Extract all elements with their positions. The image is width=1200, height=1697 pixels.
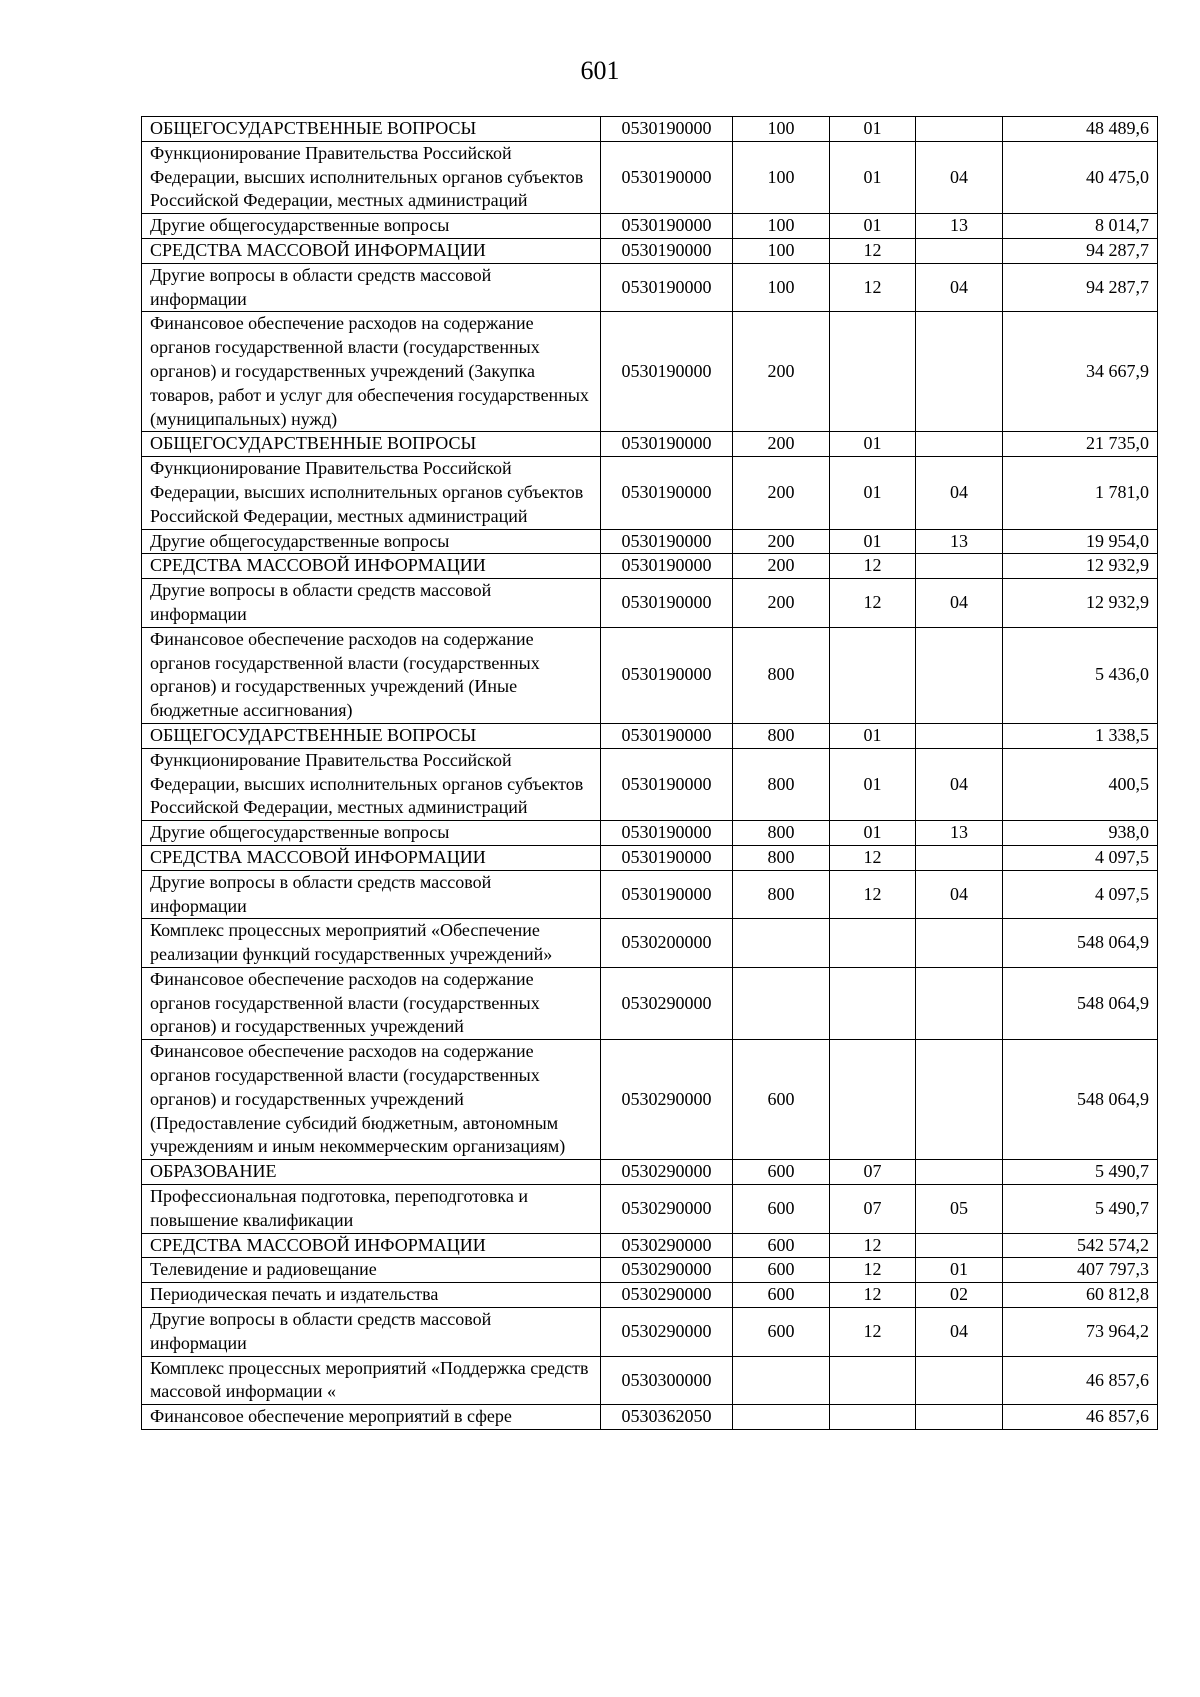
budget-table <box>141 116 1158 1430</box>
table-row <box>142 821 1158 846</box>
subsection-cell <box>916 627 1003 723</box>
target-article-cell: 0530190000 <box>601 141 733 213</box>
target-article-cell: 0530190000 <box>601 845 733 870</box>
subsection-cell <box>916 723 1003 748</box>
subsection-cell: 04 <box>916 748 1003 820</box>
section-cell: 01 <box>830 117 916 142</box>
table-row <box>142 1258 1158 1283</box>
subsection-cell <box>916 1405 1003 1430</box>
expense-type-cell: 200 <box>733 312 830 432</box>
row-name-cell: СРЕДСТВА МАССОВОЙ ИНФОРМАЦИИ <box>142 238 601 263</box>
expense-type-cell: 200 <box>733 529 830 554</box>
table-row <box>142 312 1158 432</box>
amount-cell: 21 735,0 <box>1003 432 1158 457</box>
target-article-cell: 0530290000 <box>601 1308 733 1357</box>
amount-cell: 938,0 <box>1003 821 1158 846</box>
amount-cell: 94 287,7 <box>1003 263 1158 312</box>
row-name-cell: Финансовое обеспечение расходов на содержание органов государственной власти (государственных органов) и государственных учреждений (Иные бюджетные ассигнования) <box>142 627 601 723</box>
amount-cell: 4 097,5 <box>1003 870 1158 919</box>
subsection-cell: 13 <box>916 529 1003 554</box>
target-article-cell: 0530190000 <box>601 312 733 432</box>
section-cell <box>830 1405 916 1430</box>
table-row <box>142 1185 1158 1234</box>
table-row <box>142 263 1158 312</box>
expense-type-cell: 800 <box>733 821 830 846</box>
amount-cell: 5 436,0 <box>1003 627 1158 723</box>
expense-type-cell: 100 <box>733 214 830 239</box>
target-article-cell: 0530190000 <box>601 457 733 529</box>
target-article-cell: 0530290000 <box>601 1160 733 1185</box>
expense-type-cell: 100 <box>733 238 830 263</box>
subsection-cell: 01 <box>916 1258 1003 1283</box>
section-cell <box>830 1040 916 1160</box>
row-name-cell: Другие вопросы в области средств массовой информации <box>142 1308 601 1357</box>
amount-cell: 94 287,7 <box>1003 238 1158 263</box>
subsection-cell: 04 <box>916 870 1003 919</box>
subsection-cell: 05 <box>916 1185 1003 1234</box>
row-name-cell: Финансовое обеспечение расходов на содержание органов государственной власти (государственных органов) и государственных учреждений <box>142 967 601 1039</box>
amount-cell: 48 489,6 <box>1003 117 1158 142</box>
expense-type-cell: 800 <box>733 748 830 820</box>
table-row <box>142 1233 1158 1258</box>
target-article-cell: 0530190000 <box>601 432 733 457</box>
amount-cell: 548 064,9 <box>1003 1040 1158 1160</box>
amount-cell: 5 490,7 <box>1003 1185 1158 1234</box>
expense-type-cell: 200 <box>733 432 830 457</box>
row-name-cell: Финансовое обеспечение мероприятий в сфере <box>142 1405 601 1430</box>
target-article-cell: 0530290000 <box>601 1258 733 1283</box>
row-name-cell: Функционирование Правительства Российской Федерации, высших исполнительных органов субъектов Российской Федерации, местных администраций <box>142 748 601 820</box>
section-cell: 01 <box>830 141 916 213</box>
amount-cell: 5 490,7 <box>1003 1160 1158 1185</box>
row-name-cell: Финансовое обеспечение расходов на содержание органов государственной власти (государственных органов) и государственных учреждений (Закупка товаров, работ и услуг для обеспечения государственных (муниципальных) нужд) <box>142 312 601 432</box>
page-number: 601 <box>580 56 620 85</box>
table-row <box>142 748 1158 820</box>
section-cell: 07 <box>830 1160 916 1185</box>
expense-type-cell: 100 <box>733 141 830 213</box>
row-name-cell: СРЕДСТВА МАССОВОЙ ИНФОРМАЦИИ <box>142 554 601 579</box>
amount-cell: 60 812,8 <box>1003 1283 1158 1308</box>
table-row <box>142 627 1158 723</box>
table-row <box>142 845 1158 870</box>
row-name-cell: Функционирование Правительства Российской Федерации, высших исполнительных органов субъектов Российской Федерации, местных администраций <box>142 141 601 213</box>
section-cell <box>830 967 916 1039</box>
expense-type-cell: 800 <box>733 627 830 723</box>
section-cell: 01 <box>830 529 916 554</box>
target-article-cell: 0530200000 <box>601 919 733 968</box>
section-cell: 12 <box>830 1308 916 1357</box>
section-cell <box>830 919 916 968</box>
amount-cell: 73 964,2 <box>1003 1308 1158 1357</box>
section-cell: 12 <box>830 845 916 870</box>
table-row <box>142 238 1158 263</box>
section-cell: 12 <box>830 554 916 579</box>
expense-type-cell: 800 <box>733 723 830 748</box>
expense-type-cell: 100 <box>733 263 830 312</box>
expense-type-cell: 100 <box>733 117 830 142</box>
section-cell: 12 <box>830 579 916 628</box>
expense-type-cell: 600 <box>733 1160 830 1185</box>
target-article-cell: 0530190000 <box>601 238 733 263</box>
section-cell: 01 <box>830 214 916 239</box>
table-row <box>142 432 1158 457</box>
section-cell: 12 <box>830 1283 916 1308</box>
expense-type-cell: 600 <box>733 1283 830 1308</box>
expense-type-cell <box>733 919 830 968</box>
amount-cell: 4 097,5 <box>1003 845 1158 870</box>
expense-type-cell: 600 <box>733 1185 830 1234</box>
table-row <box>142 967 1158 1039</box>
row-name-cell: Другие общегосударственные вопросы <box>142 821 601 846</box>
subsection-cell <box>916 919 1003 968</box>
subsection-cell <box>916 1160 1003 1185</box>
row-name-cell: Другие вопросы в области средств массовой информации <box>142 579 601 628</box>
amount-cell: 1 338,5 <box>1003 723 1158 748</box>
amount-cell: 1 781,0 <box>1003 457 1158 529</box>
table-row <box>142 1308 1158 1357</box>
amount-cell: 8 014,7 <box>1003 214 1158 239</box>
table-row <box>142 214 1158 239</box>
target-article-cell: 0530190000 <box>601 263 733 312</box>
target-article-cell: 0530190000 <box>601 723 733 748</box>
subsection-cell: 04 <box>916 579 1003 628</box>
expense-type-cell <box>733 1405 830 1430</box>
subsection-cell <box>916 1356 1003 1405</box>
expense-type-cell: 600 <box>733 1040 830 1160</box>
table-row <box>142 579 1158 628</box>
amount-cell: 542 574,2 <box>1003 1233 1158 1258</box>
target-article-cell: 0530190000 <box>601 214 733 239</box>
row-name-cell: Другие общегосударственные вопросы <box>142 529 601 554</box>
section-cell: 01 <box>830 457 916 529</box>
section-cell <box>830 312 916 432</box>
amount-cell: 407 797,3 <box>1003 1258 1158 1283</box>
section-cell: 12 <box>830 1233 916 1258</box>
row-name-cell: ОБЩЕГОСУДАРСТВЕННЫЕ ВОПРОСЫ <box>142 723 601 748</box>
subsection-cell <box>916 1233 1003 1258</box>
section-cell <box>830 627 916 723</box>
expense-type-cell: 800 <box>733 870 830 919</box>
subsection-cell: 02 <box>916 1283 1003 1308</box>
row-name-cell: Другие общегосударственные вопросы <box>142 214 601 239</box>
row-name-cell: Профессиональная подготовка, переподготовка и повышение квалификации <box>142 1185 601 1234</box>
amount-cell: 400,5 <box>1003 748 1158 820</box>
target-article-cell: 0530190000 <box>601 529 733 554</box>
table-row <box>142 554 1158 579</box>
subsection-cell <box>916 432 1003 457</box>
target-article-cell: 0530190000 <box>601 554 733 579</box>
row-name-cell: Другие вопросы в области средств массовой информации <box>142 870 601 919</box>
section-cell: 12 <box>830 1258 916 1283</box>
amount-cell: 12 932,9 <box>1003 579 1158 628</box>
subsection-cell: 04 <box>916 457 1003 529</box>
amount-cell: 34 667,9 <box>1003 312 1158 432</box>
target-article-cell: 0530190000 <box>601 870 733 919</box>
row-name-cell: Другие вопросы в области средств массовой информации <box>142 263 601 312</box>
target-article-cell: 0530190000 <box>601 627 733 723</box>
table-row <box>142 919 1158 968</box>
expense-type-cell <box>733 1356 830 1405</box>
row-name-cell: Финансовое обеспечение расходов на содержание органов государственной власти (государственных органов) и государственных учреждений (Предоставление субсидий бюджетным, автономным учреждениям и иным некоммерческим организациям) <box>142 1040 601 1160</box>
target-article-cell: 0530190000 <box>601 579 733 628</box>
expense-type-cell: 600 <box>733 1233 830 1258</box>
amount-cell: 40 475,0 <box>1003 141 1158 213</box>
row-name-cell: Функционирование Правительства Российской Федерации, высших исполнительных органов субъектов Российской Федерации, местных администраций <box>142 457 601 529</box>
subsection-cell: 04 <box>916 263 1003 312</box>
amount-cell: 46 857,6 <box>1003 1405 1158 1430</box>
subsection-cell <box>916 312 1003 432</box>
table-row <box>142 1040 1158 1160</box>
table-row <box>142 870 1158 919</box>
expense-type-cell: 200 <box>733 457 830 529</box>
expense-type-cell: 600 <box>733 1308 830 1357</box>
target-article-cell: 0530190000 <box>601 748 733 820</box>
table-row <box>142 141 1158 213</box>
target-article-cell: 0530290000 <box>601 1040 733 1160</box>
amount-cell: 19 954,0 <box>1003 529 1158 554</box>
section-cell: 01 <box>830 432 916 457</box>
row-name-cell: ОБРАЗОВАНИЕ <box>142 1160 601 1185</box>
target-article-cell: 0530190000 <box>601 821 733 846</box>
subsection-cell <box>916 117 1003 142</box>
amount-cell: 548 064,9 <box>1003 919 1158 968</box>
amount-cell: 46 857,6 <box>1003 1356 1158 1405</box>
subsection-cell <box>916 554 1003 579</box>
expense-type-cell: 800 <box>733 845 830 870</box>
target-article-cell: 0530290000 <box>601 967 733 1039</box>
row-name-cell: ОБЩЕГОСУДАРСТВЕННЫЕ ВОПРОСЫ <box>142 432 601 457</box>
amount-cell: 12 932,9 <box>1003 554 1158 579</box>
section-cell: 12 <box>830 238 916 263</box>
section-cell: 01 <box>830 821 916 846</box>
row-name-cell: Комплекс процессных мероприятий «Поддержка средств массовой информации « <box>142 1356 601 1405</box>
row-name-cell: Комплекс процессных мероприятий «Обеспечение реализации функций государственных учреждений» <box>142 919 601 968</box>
table-row <box>142 117 1158 142</box>
row-name-cell: СРЕДСТВА МАССОВОЙ ИНФОРМАЦИИ <box>142 845 601 870</box>
section-cell: 07 <box>830 1185 916 1234</box>
expense-type-cell: 200 <box>733 554 830 579</box>
table-row <box>142 529 1158 554</box>
table-row <box>142 1356 1158 1405</box>
expense-type-cell <box>733 967 830 1039</box>
section-cell: 12 <box>830 263 916 312</box>
table-row <box>142 1160 1158 1185</box>
subsection-cell: 04 <box>916 141 1003 213</box>
expense-type-cell: 600 <box>733 1258 830 1283</box>
section-cell <box>830 1356 916 1405</box>
subsection-cell <box>916 238 1003 263</box>
target-article-cell: 0530190000 <box>601 117 733 142</box>
target-article-cell: 0530290000 <box>601 1185 733 1234</box>
table-row <box>142 457 1158 529</box>
section-cell: 01 <box>830 748 916 820</box>
target-article-cell: 0530290000 <box>601 1283 733 1308</box>
target-article-cell: 0530300000 <box>601 1356 733 1405</box>
budget-table-body <box>142 117 1158 1430</box>
row-name-cell: Телевидение и радиовещание <box>142 1258 601 1283</box>
target-article-cell: 0530290000 <box>601 1233 733 1258</box>
subsection-cell <box>916 845 1003 870</box>
row-name-cell: ОБЩЕГОСУДАРСТВЕННЫЕ ВОПРОСЫ <box>142 117 601 142</box>
target-article-cell: 0530362050 <box>601 1405 733 1430</box>
amount-cell: 548 064,9 <box>1003 967 1158 1039</box>
subsection-cell <box>916 967 1003 1039</box>
section-cell: 12 <box>830 870 916 919</box>
table-row <box>142 723 1158 748</box>
subsection-cell: 13 <box>916 214 1003 239</box>
table-row <box>142 1405 1158 1430</box>
row-name-cell: Периодическая печать и издательства <box>142 1283 601 1308</box>
subsection-cell: 04 <box>916 1308 1003 1357</box>
section-cell: 01 <box>830 723 916 748</box>
table-row <box>142 1283 1158 1308</box>
row-name-cell: СРЕДСТВА МАССОВОЙ ИНФОРМАЦИИ <box>142 1233 601 1258</box>
subsection-cell: 13 <box>916 821 1003 846</box>
subsection-cell <box>916 1040 1003 1160</box>
expense-type-cell: 200 <box>733 579 830 628</box>
